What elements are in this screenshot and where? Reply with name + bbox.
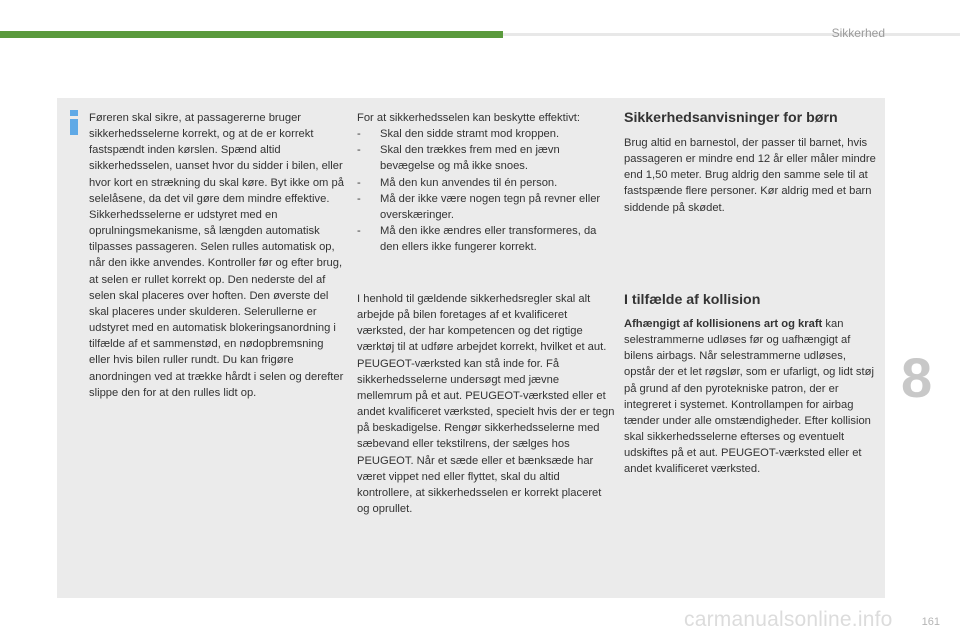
collision-body: kan selestrammerne udløses før og uafhængigt af bilens airbags. Når selestrammerne udløses, opstår der et let røgslør, som er ufarligt, og lidt støj på grund af den pyrotekniske patron, der er integreret i systemet. Kontrollampen for airbag tænder under alle omstændigheder. Efter kollision skal sikkerhedsselerne efterses og eventuelt udskiftes på et aut. PEUGEOT-værksted eller et andet kvalificeret værksted. bbox=[624, 318, 874, 476]
header-accent-bar bbox=[0, 31, 503, 38]
watermark: carmanualsonline.info bbox=[684, 608, 893, 631]
list-item: - Skal den trækkes frem med en jævn bevægelse og må ikke snoes. bbox=[357, 142, 615, 174]
page-number: 161 bbox=[921, 616, 940, 628]
chapter-number: 8 bbox=[901, 346, 933, 409]
middle-column bbox=[357, 110, 615, 255]
seatbelt-requirements-list bbox=[357, 126, 615, 255]
list-item: - Må den kun anvendes til én person. bbox=[357, 175, 615, 191]
section-label: Sikkerhed bbox=[831, 26, 885, 40]
list-item: - Må den ikke ændres eller transformeres, da den ellers ikke fungerer korrekt. bbox=[357, 223, 615, 255]
collision-text bbox=[624, 316, 880, 478]
info-icon bbox=[66, 110, 82, 135]
collision-heading: I tilfælde af kollision bbox=[624, 292, 761, 308]
seatbelt-usage-paragraph: Føreren skal sikre, at passagererne bruger sikkerhedsselerne korrekt, og at de er korrekt fastspændt inden kørslen. Spænd altid sikkerhedsselen, uanset hvor du sidder i bilen, eller hvor kort en strækning du skal køre. Byt ikke om på selelåsene, da det vil gøre dem mindre effektive. Sikkerhedsselerne er udstyret med en oprulningsmekanisme, så længden automatisk tilpasses passageren. Selen rulles automatisk op, når den ikke anvendes. Kontroller før og efter brug, at selen er rullet korrekt op. Den nederste del af selen skal placeres over hoften. Den øverste del skal placeres under skulderen. Selerullerne er udstyret med en automatisk blokeringsanordning i tilfælde af et sammenstød, en nødopbremsning eller hvis bilen ruller rundt. Du kan frigøre anordningen ved at trække hårdt i selen og derefter slippe den for at den rulles lidt op. bbox=[89, 112, 344, 399]
children-safety-heading: Sikkerhedsanvisninger for børn bbox=[624, 110, 838, 126]
left-column bbox=[89, 110, 344, 401]
list-item: - Må der ikke være nogen tegn på revner eller overskæringer. bbox=[357, 191, 615, 223]
header-divider bbox=[503, 33, 960, 36]
children-safety-text: Brug altid en barnestol, der passer til barnet, hvis passageren er mindre end 12 år eller måler mindre end 1,50 meter. Brug aldrig den samme sele til at fastspænde flere personer. Kør aldrig med et barn siddende på skødet. bbox=[624, 137, 876, 214]
maintenance-paragraph: I henhold til gældende sikkerhedsregler skal alt arbejde på bilen foretages af et kvalificeret værksted, der har kompetencen og det rigtige værktøj til at udføre arbejdet korrekt, hvilket et aut. PEUGEOT-værksted kan stå inde for. Få sikkerhedsselerne undersøgt med jævne mellemrum på et aut. PEUGEOT-værksted eller et andet kvalificeret værksted, specielt hvis der er tegn på beskadigelse. Rengør sikkerhedsselerne med sæbevand eller tekstilrens, der sælges hos PEUGEOT. Når et sæde eller et bænksæde har været vippet ned eller flyttet, skal du altid kontrollere, at sikkerhedsselen er korrekt placeret og oprullet. bbox=[357, 293, 615, 516]
effective-protection-intro: For at sikkerhedsselen kan beskytte effektivt: bbox=[357, 112, 581, 124]
list-item: - Skal den sidde stramt mod kroppen. bbox=[357, 126, 615, 142]
collision-lead: Afhængigt af kollisionens art og kraft bbox=[624, 318, 823, 330]
